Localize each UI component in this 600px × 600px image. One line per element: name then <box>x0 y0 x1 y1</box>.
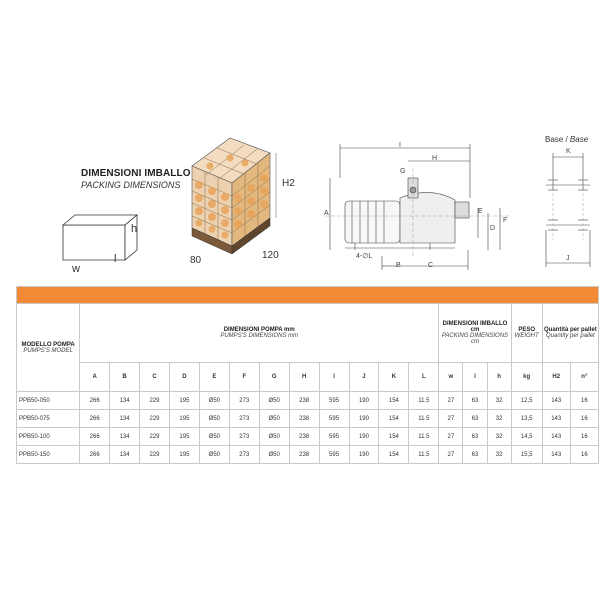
value-cell: Ø50 <box>199 392 229 410</box>
packing-box-diagram <box>55 205 145 265</box>
value-cell: 238 <box>289 392 319 410</box>
table-column-labels <box>17 363 599 392</box>
pallet-diagram <box>180 128 280 268</box>
value-cell: 238 <box>289 410 319 428</box>
column-label: K <box>379 363 409 392</box>
column-label: l <box>463 363 487 392</box>
value-cell: Ø50 <box>199 428 229 446</box>
value-cell: 190 <box>349 428 379 446</box>
pump-label-holes: 4-∅L <box>356 253 373 260</box>
value-cell: 190 <box>349 446 379 464</box>
column-label: G <box>259 363 289 392</box>
column-label: h <box>487 363 511 392</box>
value-cell: 63 <box>463 428 487 446</box>
value-cell: 27 <box>439 392 463 410</box>
base-title: Base / Base <box>545 135 589 144</box>
value-cell: 143 <box>542 410 570 428</box>
value-cell: 11.5 <box>409 392 439 410</box>
value-cell: Ø50 <box>199 410 229 428</box>
value-cell: Ø50 <box>259 428 289 446</box>
value-cell: 32 <box>487 392 511 410</box>
value-cell: 595 <box>319 446 349 464</box>
table-accent-bar <box>17 287 599 304</box>
pump-label-b: B <box>396 262 401 269</box>
spec-table <box>16 286 599 464</box>
value-cell: 154 <box>379 428 409 446</box>
value-cell: 195 <box>169 446 199 464</box>
table-row <box>17 410 599 428</box>
value-cell: 134 <box>110 446 140 464</box>
column-label: n° <box>570 363 598 392</box>
pump-label-a: A <box>324 210 329 217</box>
value-cell: 27 <box>439 446 463 464</box>
base-drawing <box>538 145 600 273</box>
value-cell: 273 <box>229 428 259 446</box>
value-cell: 11.5 <box>409 446 439 464</box>
value-cell: 16 <box>570 446 598 464</box>
packing-subtitle: PACKING DIMENSIONS <box>81 180 181 190</box>
value-cell: 143 <box>542 392 570 410</box>
value-cell: 229 <box>140 428 170 446</box>
value-cell: 32 <box>487 428 511 446</box>
pump-label-f: F <box>503 217 508 224</box>
value-cell: 134 <box>110 410 140 428</box>
value-cell: 273 <box>229 410 259 428</box>
value-cell: 229 <box>140 446 170 464</box>
value-cell: 32 <box>487 446 511 464</box>
value-cell: 238 <box>289 446 319 464</box>
column-label: F <box>229 363 259 392</box>
value-cell: 266 <box>80 428 110 446</box>
box-label-w: w <box>72 263 80 275</box>
pump-label-d: D <box>490 225 496 232</box>
value-cell: 16 <box>570 428 598 446</box>
pump-label-e: E <box>478 208 483 215</box>
header-model: MODELLO POMPA PUMPS'S MODEL <box>17 304 80 392</box>
pump-label-i: I <box>399 142 401 149</box>
value-cell: 11.5 <box>409 410 439 428</box>
header-packing-dimensions: DIMENSIONI IMBALLO cm PACKING DIMENSIONS cm <box>439 304 511 363</box>
pump-label-h: H <box>432 155 438 162</box>
value-cell: 238 <box>289 428 319 446</box>
column-label: B <box>110 363 140 392</box>
value-cell: 63 <box>463 392 487 410</box>
header-weight: PESO WEIGHT <box>511 304 542 363</box>
base-label-k: K <box>566 148 571 155</box>
table-row <box>17 428 599 446</box>
box-label-h: h <box>131 223 138 235</box>
value-cell: 273 <box>229 392 259 410</box>
value-cell: 13,5 <box>511 410 542 428</box>
value-cell: 11.5 <box>409 428 439 446</box>
table-row <box>17 392 599 410</box>
pallet-label-h2: H2 <box>282 178 295 189</box>
value-cell: 154 <box>379 392 409 410</box>
value-cell: 595 <box>319 392 349 410</box>
value-cell: Ø50 <box>199 446 229 464</box>
value-cell: 134 <box>110 392 140 410</box>
column-label: D <box>169 363 199 392</box>
column-label: A <box>80 363 110 392</box>
value-cell: 16 <box>570 392 598 410</box>
value-cell: 63 <box>463 410 487 428</box>
pallet-label-width: 80 <box>190 255 202 266</box>
value-cell: 266 <box>80 392 110 410</box>
column-label: J <box>349 363 379 392</box>
value-cell: 15,5 <box>511 446 542 464</box>
model-cell: PPB50-100 <box>17 428 80 446</box>
pump-label-c: C <box>428 262 434 269</box>
column-label: H <box>289 363 319 392</box>
pump-label-g: G <box>400 168 406 175</box>
header-pump-dimensions: DIMENSIONI POMPA mm PUMPS'S DIMENSIONS mm <box>80 304 439 363</box>
value-cell: 266 <box>80 446 110 464</box>
value-cell: 143 <box>542 428 570 446</box>
column-label: I <box>319 363 349 392</box>
value-cell: 229 <box>140 410 170 428</box>
value-cell: 266 <box>80 410 110 428</box>
value-cell: Ø50 <box>259 446 289 464</box>
value-cell: Ø50 <box>259 392 289 410</box>
packing-title: DIMENSIONI IMBALLO <box>81 168 191 179</box>
value-cell: 134 <box>110 428 140 446</box>
header-pallet-quantity: Quantità per pallet Quantity per pallet <box>542 304 598 363</box>
value-cell: 154 <box>379 410 409 428</box>
value-cell: 195 <box>169 428 199 446</box>
value-cell: 190 <box>349 392 379 410</box>
value-cell: Ø50 <box>259 410 289 428</box>
model-cell: PPB50-050 <box>17 392 80 410</box>
column-label: E <box>199 363 229 392</box>
pump-drawing <box>320 138 520 273</box>
value-cell: 273 <box>229 446 259 464</box>
column-label: C <box>140 363 170 392</box>
value-cell: 143 <box>542 446 570 464</box>
base-label-j: J <box>566 255 570 262</box>
value-cell: 14,5 <box>511 428 542 446</box>
value-cell: 190 <box>349 410 379 428</box>
value-cell: 595 <box>319 428 349 446</box>
value-cell: 27 <box>439 428 463 446</box>
column-label: L <box>409 363 439 392</box>
model-cell: PPB50-150 <box>17 446 80 464</box>
column-label: kg <box>511 363 542 392</box>
value-cell: 27 <box>439 410 463 428</box>
pallet-label-length: 120 <box>262 250 279 261</box>
value-cell: 32 <box>487 410 511 428</box>
table-header-row <box>17 304 599 363</box>
box-label-l: l <box>114 253 117 265</box>
value-cell: 12,5 <box>511 392 542 410</box>
column-label: w <box>439 363 463 392</box>
column-label: H2 <box>542 363 570 392</box>
value-cell: 63 <box>463 446 487 464</box>
value-cell: 16 <box>570 410 598 428</box>
value-cell: 154 <box>379 446 409 464</box>
model-cell: PPB50-075 <box>17 410 80 428</box>
table-row <box>17 446 599 464</box>
value-cell: 195 <box>169 410 199 428</box>
value-cell: 229 <box>140 392 170 410</box>
value-cell: 595 <box>319 410 349 428</box>
value-cell: 195 <box>169 392 199 410</box>
